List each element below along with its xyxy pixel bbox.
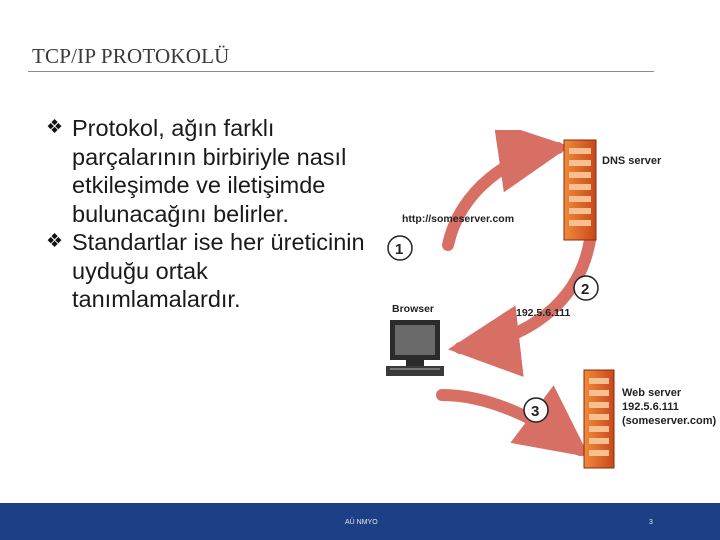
web-server-label-3: (someserver.com) — [622, 415, 717, 427]
step-1-marker — [388, 236, 412, 260]
step-2-label: 2 — [581, 281, 590, 298]
arrow-browser-to-dns — [448, 148, 558, 245]
web-server-label-2: 192.5.6.111 — [622, 401, 679, 413]
web-server-icon — [584, 370, 614, 468]
footer-bar — [0, 503, 720, 540]
title-divider — [28, 71, 654, 72]
slide-title: TCP/IP PROTOKOLÜ — [32, 44, 230, 68]
bullet-list — [46, 114, 376, 314]
step-3-marker — [524, 398, 548, 422]
bullet-item-2 — [46, 228, 376, 314]
arrow-dns-to-browser — [460, 240, 590, 348]
web-server-label-1: Web server — [622, 387, 682, 399]
dns-server-label: DNS server — [602, 155, 662, 167]
step-1-label: 1 — [395, 241, 404, 258]
bullet-text-2: Standartlar ise her üreticinin uyduğu ortak tanımlamalardır. — [72, 229, 365, 312]
network-diagram — [380, 130, 720, 475]
computer-icon — [386, 320, 444, 376]
footer-organization: AÜ NMYO — [345, 519, 378, 526]
dns-server-icon — [564, 140, 596, 240]
diamond-bullet-icon: ❖ — [46, 117, 64, 138]
arrow-browser-to-webserver — [442, 395, 580, 450]
page-number: 3 — [649, 519, 653, 526]
diamond-bullet-icon: ❖ — [46, 231, 64, 252]
url-label: http://someserver.com — [402, 213, 515, 225]
step-2-marker — [574, 276, 598, 300]
bullet-item-1 — [46, 114, 376, 228]
ip-label: 192.5.6.111 — [516, 307, 571, 319]
step-3-label: 3 — [531, 403, 540, 420]
bullet-text-1: Protokol, ağın farklı parçalarının birbiriyle nasıl etkileşimde ve iletişimde bulunacağını belirler. — [72, 115, 347, 227]
browser-label: Browser — [392, 303, 435, 315]
